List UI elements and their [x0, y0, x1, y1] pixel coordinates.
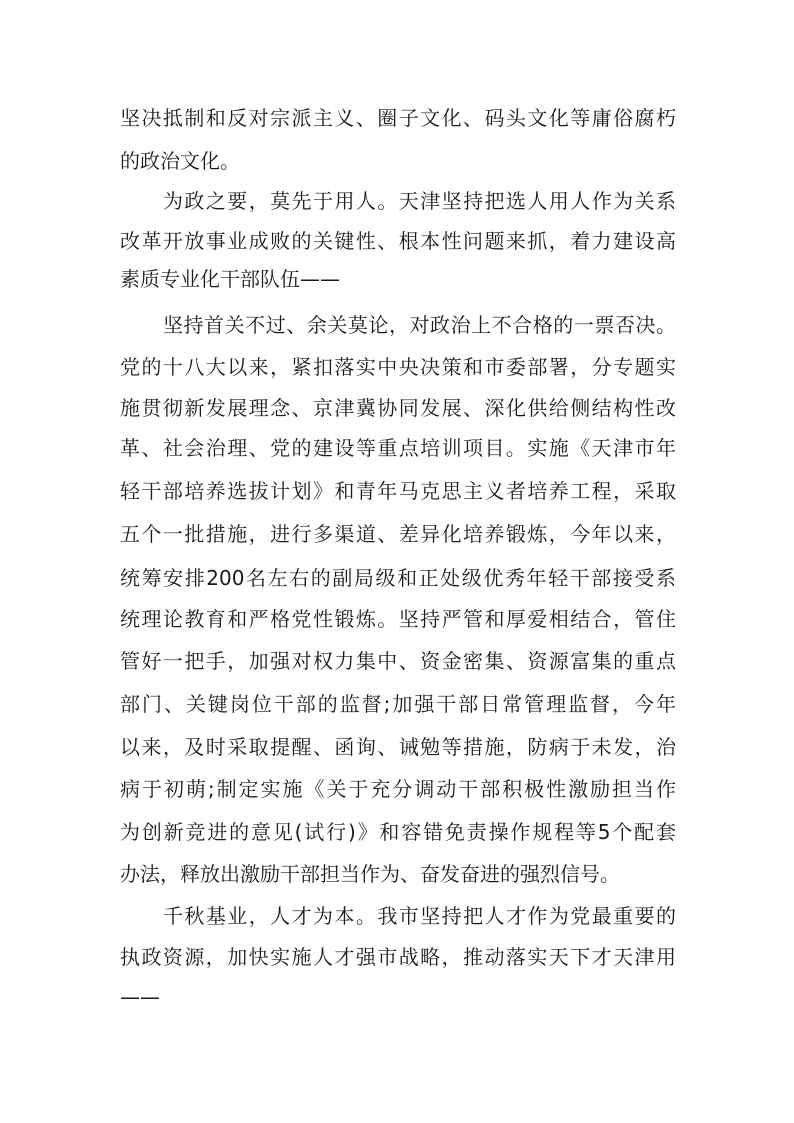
text-line: 施贯彻新发展理念、京津冀协同发展、深化供给侧结构性改	[120, 396, 676, 420]
text-line: 管好一把手，加强对权力集中、资金密集、资源富集的重点	[120, 649, 676, 673]
text-line: 千秋基业，人才为本。我市坚持把人才作为党最重要的	[163, 904, 676, 928]
text-line: 统理论教育和严格党性锻炼。坚持严管和厚爱相结合，管住	[120, 607, 676, 631]
text-line: 办法，释放出激励干部担当作为、奋发奋进的强烈信号。	[120, 862, 620, 886]
text-line: 以来，及时采取提醒、函询、诫勉等措施，防病于未发，治	[120, 735, 676, 759]
text-line: 五个一批措施，进行多渠道、差异化培养锻炼，今年以来，	[120, 522, 676, 546]
text-line: 为政之要，莫先于用人。天津坚持把选人用人作为关系	[163, 189, 676, 213]
text-line: 统筹安排200名左右的副局级和正处级优秀年轻干部接受系	[120, 566, 676, 590]
text-line: 轻干部培养选拔计划》和青年马克思主义者培养工程，采取	[120, 479, 676, 503]
text-line: 为创新竞进的意见(试行)》和容错免责操作规程等5个配套	[120, 820, 676, 844]
text-line: 改革开放事业成败的关键性、根本性问题来抓，着力建设高	[120, 229, 676, 253]
text-line: 坚持首关不过、余关莫论，对政治上不合格的一票否决。	[163, 313, 676, 337]
text-line: 部门、关键岗位干部的监督;加强干部日常管理监督，今年	[120, 692, 676, 716]
text-line: ——	[120, 985, 160, 1009]
text-line: 执政资源，加快实施人才强市战略，推动落实天下才天津用	[120, 945, 676, 969]
text-line: 的政治文化。	[120, 149, 240, 173]
text-line: 病于初萌;制定实施《关于充分调动干部积极性激励担当作	[120, 777, 676, 801]
text-line: 党的十八大以来，紧扣落实中央决策和市委部署，分专题实	[120, 355, 676, 379]
text-line: 素质专业化干部队伍——	[120, 267, 340, 291]
text-line: 革、社会治理、党的建设等重点培训项目。实施《天津市年	[120, 436, 676, 460]
text-line: 坚决抵制和反对宗派主义、圈子文化、码头文化等庸俗腐朽	[120, 106, 676, 130]
